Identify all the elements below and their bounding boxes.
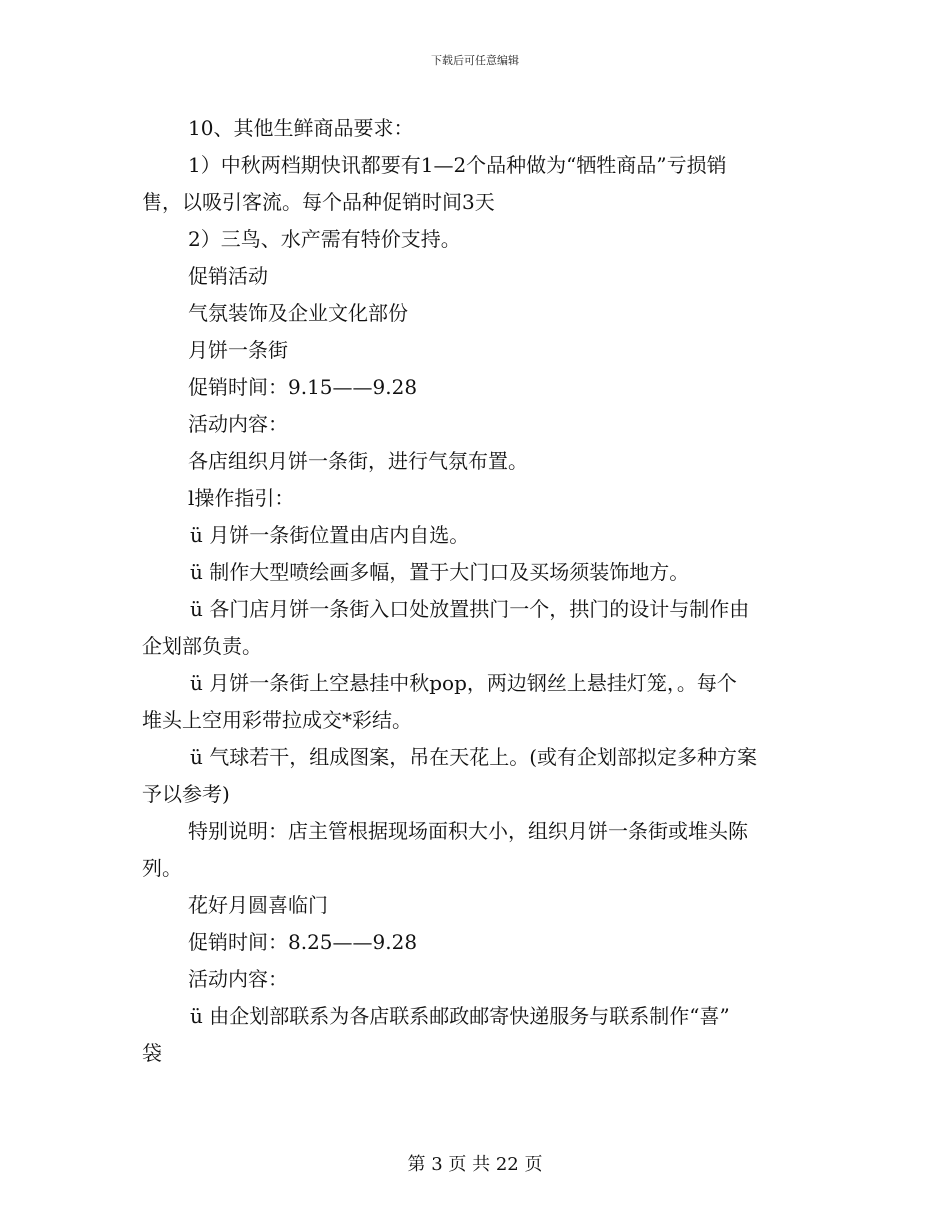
paragraph-line: 活动内容：	[188, 967, 288, 991]
paragraph-line: 活动内容：	[188, 412, 288, 436]
paragraph-line: 2）三鸟、水产需有特价支持。	[188, 227, 461, 251]
paragraph-line: 列。	[142, 856, 182, 880]
paragraph-line: l操作指引：	[188, 486, 295, 510]
section-heading: 促销活动	[188, 264, 268, 288]
section-heading: 月饼一条街	[188, 338, 288, 362]
paragraph-line: 堆头上空用彩带拉成交*彩结。	[142, 708, 412, 732]
section-heading: 10、其他生鲜商品要求：	[188, 116, 414, 140]
list-item: ü 月饼一条街位置由店内自选。	[190, 523, 470, 547]
paragraph-line: 袋	[142, 1041, 162, 1065]
page-footer: 第 3 页 共 22 页	[407, 1154, 543, 1175]
list-item: ü 气球若干，组成图案，吊在天花上。(或有企划部拟定多种方案	[190, 745, 758, 769]
paragraph-line: 促销时间：9.15——9.28	[188, 375, 418, 399]
section-heading: 气氛装饰及企业文化部份	[188, 301, 408, 325]
paragraph-line: 售，以吸引客流。每个品种促销时间3天	[142, 190, 495, 214]
list-item: ü 由企划部联系为各店联系邮政邮寄快递服务与联系制作“喜”	[190, 1004, 730, 1028]
list-item: ü 各门店月饼一条街入口处放置拱门一个，拱门的设计与制作由	[190, 597, 750, 621]
section-heading: 花好月圆喜临门	[188, 893, 328, 917]
paragraph-line: 特别说明：店主管根据现场面积大小，组织月饼一条街或堆头陈	[188, 819, 748, 843]
paragraph-line: 企划部负责。	[142, 634, 262, 658]
page-header: 下载后可任意编辑	[431, 54, 519, 67]
list-item: ü 月饼一条街上空悬挂中秋pop，两边钢丝上悬挂灯笼，。每个	[190, 671, 737, 695]
paragraph-line: 予以参考)	[142, 782, 230, 806]
paragraph-line: 促销时间：8.25——9.28	[188, 930, 418, 954]
list-item: ü 制作大型喷绘画多幅，置于大门口及买场须装饰地方。	[190, 560, 690, 584]
paragraph-line: 1）中秋两档期快讯都要有1—2个品种做为“牺牲商品”亏损销	[188, 153, 727, 177]
paragraph-line: 各店组织月饼一条街，进行气氛布置。	[188, 449, 528, 473]
